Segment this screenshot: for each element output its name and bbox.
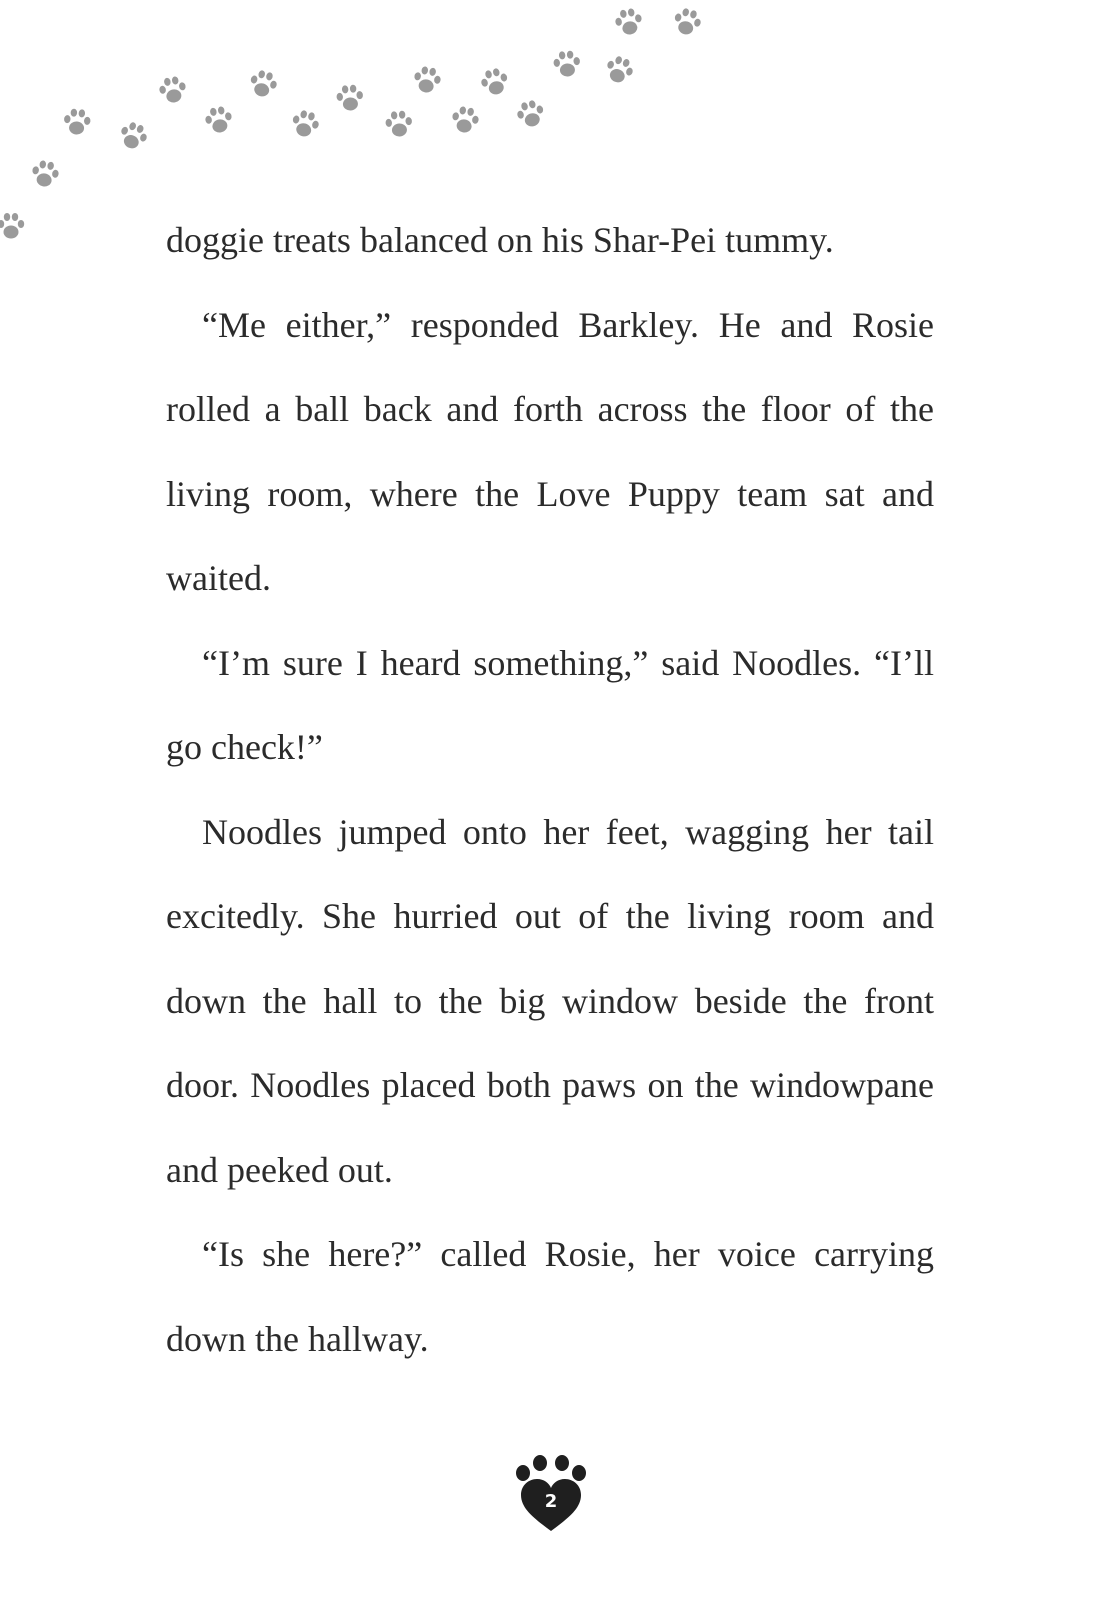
paw-print-icon bbox=[334, 83, 367, 116]
paragraph-2: “Me either,” responded Barkley. He and Rosie rolled a ball back and forth across the floor of the living room, where the Love Puppy team sat and waited. bbox=[166, 304, 934, 598]
paw-print-icon bbox=[477, 65, 514, 102]
paragraph-5: “Is she here?” called Rosie, her voice carrying down the hallway. bbox=[166, 1234, 934, 1359]
paragraph-3: “I’m sure I heard something,” said Noodles. “I’ll go check!” bbox=[166, 642, 934, 767]
paw-print-icon bbox=[61, 107, 94, 140]
paw-print-icon bbox=[287, 107, 324, 144]
paragraph-4: Noodles jumped onto her feet, wagging her tail excitedly. She hurried out of the living room and down the hall to the big window beside the front door. Noodles placed both paws on the windowpane and peeked out. bbox=[166, 811, 934, 1190]
paragraph-1: doggie treats balanced on his Shar-Pei tummy. bbox=[166, 220, 834, 260]
paw-print-icon bbox=[245, 67, 282, 104]
paw-print-icon bbox=[513, 97, 550, 134]
paw-print-icon bbox=[448, 104, 483, 139]
paw-print-icon bbox=[410, 64, 445, 99]
paw-print-icon bbox=[551, 49, 584, 82]
paw-print-icon bbox=[600, 52, 638, 90]
page-number-badge bbox=[513, 1455, 589, 1535]
paw-print-icon bbox=[28, 158, 63, 193]
paw-print-icon bbox=[114, 118, 152, 156]
page-number: 2 bbox=[544, 1491, 558, 1512]
paw-print-icon bbox=[669, 5, 706, 42]
paw-print-icon bbox=[156, 74, 191, 109]
paw-print-icon bbox=[383, 109, 416, 142]
paw-print-icon bbox=[0, 212, 26, 242]
paw-print-icon bbox=[612, 6, 647, 41]
paw-print-icon bbox=[202, 104, 237, 139]
page-body-text bbox=[166, 198, 934, 1381]
